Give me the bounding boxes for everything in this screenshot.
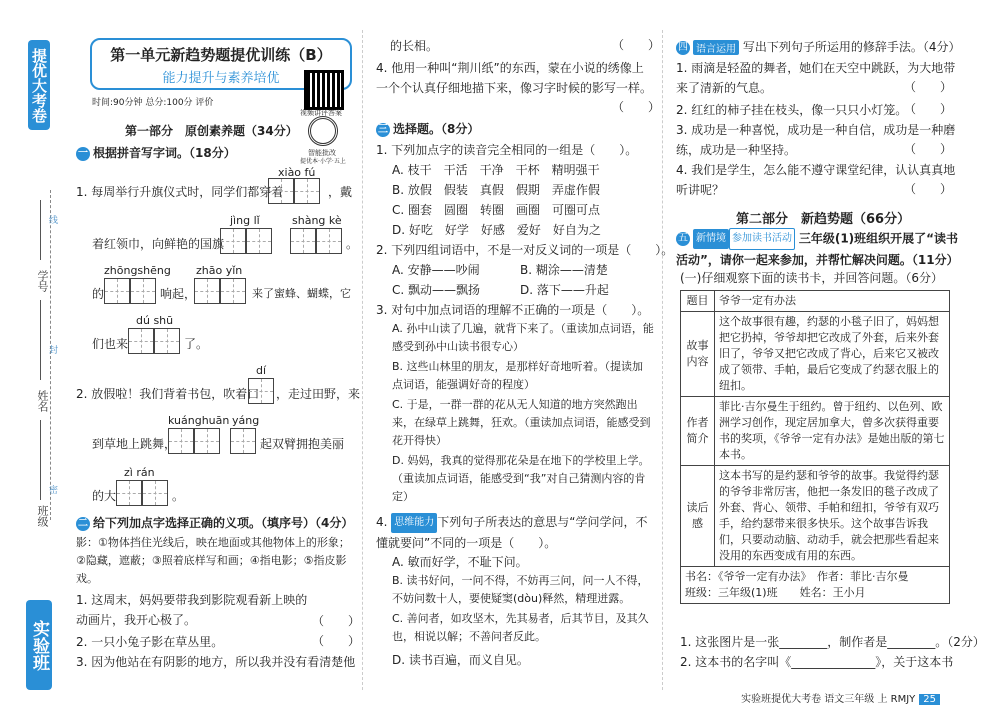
brand-logo-bottom: 实验班 [26, 600, 52, 690]
char-boxes[interactable] [230, 428, 256, 454]
char-boxes[interactable] [168, 428, 220, 454]
sub-question: (一)仔细观察下面的读书卡，并回答问题。（6分） [680, 271, 943, 285]
card-footer: 班级：三年级(1)班 [685, 586, 778, 599]
qr-code[interactable] [304, 70, 344, 110]
card-footer: 姓名：王小月 [799, 586, 866, 599]
seal-mark: 封 [47, 345, 57, 354]
option[interactable]: C. 飘动——飘扬 [392, 283, 481, 297]
qr-label: 视频讲评答案 [300, 109, 342, 117]
answer-paren[interactable]: （ ） [904, 80, 953, 94]
answer-paren[interactable]: （ ） [904, 102, 953, 116]
question-text: 3. 因为他站在有阴影的地方，所以我并没有看清楚他 [76, 655, 356, 669]
option[interactable]: B. 读书好问，一问不得，不妨再三问，问一人不得，不妨问数十人，要使疑窦(dòu)释然，精理迸露。 [392, 574, 649, 605]
pinyin: zhāo yǐn [196, 264, 243, 277]
question-text: 着红领巾，向鲜艳的国旗 [92, 237, 225, 251]
pinyin: zhōngshēng [104, 264, 171, 277]
tag-thinking: 思维能力 [391, 513, 437, 533]
option[interactable]: B. 糊涂——清楚 [520, 263, 608, 277]
card-cell: 菲比·吉尔曼生于纽约。曾于纽约、以色列、欧洲学习创作，现定居加拿大，曾多次获得重要书的奖项，《爷爷一定有办法》是她出版的第七本书。 [715, 397, 950, 466]
question-text: 3. 对句中加点词语的理解不正确的一项是（ ）。 [376, 303, 650, 317]
char-boxes[interactable] [104, 278, 156, 304]
seal-mark: 密 [47, 485, 57, 494]
question-text: ，戴 [328, 185, 353, 199]
pinyin: yáng [232, 414, 260, 427]
char-boxes[interactable] [220, 228, 272, 254]
question-text: 2. 放假啦！我们背着书包，吹着口 [76, 387, 260, 401]
question-text: 1. 这张图片是一张________，制作者是________。（2分） [680, 635, 985, 649]
question-text: 4. 他用一种叫“荆川纸”的东西，蒙在小说的绣像上一个个认真仔细地描下来，像习字时候的影写一样。 [376, 61, 653, 95]
pinyin: jìng lǐ [230, 214, 260, 227]
tag-reading-activity: 参加读书活动 [729, 228, 795, 250]
section-number: 五 [678, 233, 688, 244]
side-strip [0, 0, 70, 711]
section-number: 二 [78, 517, 88, 529]
exam-meta: 时间:90分钟 总分:100分 评价 [92, 98, 214, 108]
question-text: 2. 红红的柿子挂在枝头，像一只只小灯笼。 [676, 103, 908, 117]
label-class: 班级 [36, 505, 49, 527]
section-title: 给下列加点字选择正确的义项。（填序号）（4分） [93, 516, 354, 530]
seal-line [50, 190, 51, 520]
card-cell: 这本书写的是约瑟和爷爷的故事。我觉得约瑟的爷爷非常厉害，他把一条发旧的毯子改成了外套、背心、领带、手帕和纽扣，爷爷有双巧手，给约瑟带来很多快乐。这个故事告诉我们，只要动动脑、动动手，就会把那些看起来没用的东西变成有用的东西。 [715, 466, 950, 567]
question-text: 1. 每周举行升旗仪式时，同学们都穿着 [76, 185, 284, 199]
section-number: 三 [378, 123, 388, 135]
answer-paren[interactable]: （ ） [612, 38, 661, 52]
page-number: 25 [919, 694, 940, 705]
char-boxes[interactable] [268, 178, 320, 204]
option[interactable]: C. 于是，一群一群的花从无人知道的地方突然跑出来，在绿草上跳舞，狂欢。（重读加点词语，能感受到花开得快） [392, 398, 651, 447]
part1-title: 第一部分 原创素养题（34分） [125, 124, 298, 138]
char-boxes[interactable] [248, 378, 274, 404]
question-text: 起双臂拥抱美丽 [260, 437, 345, 451]
part2-title: 第二部分 新趋势题（66分） [736, 212, 911, 227]
seal-mark: 线 [47, 215, 57, 224]
qr2-label: 智能批改 [308, 149, 336, 157]
page-footer [741, 690, 940, 705]
answer-paren[interactable]: （ ） [312, 614, 361, 628]
card-footer: 书名：《爷爷一定有办法》 [685, 570, 806, 583]
question-text: 们也来 [92, 337, 129, 351]
card-cell: 爷爷一定有办法 [715, 291, 950, 312]
pinyin: kuánghuān [168, 414, 230, 427]
definition-text: 影：①物体挡住光线后，映在地面或其他物体上的形象；②隐藏，遮蔽；③照着底样写和画；④指电影；⑤指皮影戏。 [76, 536, 350, 585]
char-boxes[interactable] [194, 278, 246, 304]
page-subtitle: 能力提升与素养培优 [162, 71, 280, 86]
option[interactable]: B. 这些山林里的朋友，是那样好奇地听着。（提读加点词语，能强调好奇的程度） [392, 360, 644, 391]
card-header: 题目 [681, 291, 715, 312]
brand-logo-top: 提优大考卷 [28, 40, 50, 130]
question-text: ，走过田野，来 [276, 387, 361, 401]
tag-new-scenario: 新情境 [693, 229, 729, 249]
option[interactable]: A. 枝干 干活 干净 干杯 精明强干 [392, 163, 600, 177]
question-text: 来了蜜蜂、蝴蝶，它 [252, 287, 351, 300]
question-text: 1. 雨滴是轻盈的舞者，她们在天空中跳跃，为大地带来了清新的气息。 [676, 61, 956, 95]
option[interactable]: A. 安静——吵闹 [392, 263, 480, 277]
option[interactable]: C. 圈套 圆圈 转圈 画圈 可圈可点 [392, 203, 601, 217]
question-text: 3. 成功是一种喜悦，成功是一种自信，成功是一种磨练，成功是一种坚持。 [676, 123, 956, 157]
option[interactable]: D. 读书百遍，而义自见。 [392, 653, 529, 667]
pinyin: zì rán [124, 466, 155, 479]
card-footer: 作者：菲比·吉尔曼 [817, 570, 909, 583]
option[interactable]: B. 放假 假装 真假 假期 弄虚作假 [392, 183, 600, 197]
page-title: 第一单元新趋势题提优训练（B） [110, 46, 332, 64]
answer-paren[interactable]: （ ） [904, 142, 953, 156]
qr2-sub: 提优本·小学·五上 [300, 158, 346, 165]
char-boxes[interactable] [290, 228, 342, 254]
question-text: 的 [92, 287, 105, 301]
section-title: 根据拼音写字词。（18分） [93, 146, 236, 160]
label-student-no: 学号 [36, 270, 49, 292]
pinyin: dí [256, 364, 267, 377]
card-cell: 这个故事很有趣，约瑟的小毯子旧了，妈妈想把它扔掉，爷爷却把它改成了外套，后来外套旧了，爷爷又把它改成了背心，后来它又被改成了领带、手帕，最后它变成了约瑟衣服上的纽扣。 [715, 312, 950, 397]
question-text: 1. 这周末，妈妈要带我到影院观看新上映的动画片，我开心极了。 [76, 593, 308, 627]
question-text: 响起， [160, 287, 197, 301]
tag-language: 语言运用 [693, 40, 739, 55]
option[interactable]: D. 好吃 好学 好感 爱好 好自为之 [392, 223, 601, 237]
option[interactable]: C. 善问者，如攻坚木，先其易者，后其节目，及其久也，相说以解；不善问者反此。 [392, 612, 649, 643]
section-title: 写出下列句子所运用的修辞手法。（4分） [742, 40, 961, 54]
option[interactable]: A. 孙中山读了几遍，就背下来了。（重读加点词语，能感受到孙中山读书很专心） [392, 322, 654, 353]
answer-paren[interactable]: （ ） [904, 182, 953, 196]
question-text: 的长相。 [390, 39, 439, 53]
reading-card [680, 290, 950, 604]
card-header: 故事内容 [681, 312, 715, 397]
section-number: 一 [78, 147, 88, 159]
option[interactable]: D. 落下——升起 [520, 283, 609, 297]
pinyin: xiào fú [278, 166, 316, 179]
smart-grade-icon [308, 116, 338, 146]
question-text: 2. 下列四组词语中，不是一对反义词的一项是（ ）。 [376, 243, 674, 257]
pinyin: dú shū [136, 314, 174, 327]
question-text: 下列句子所表达的意思与“学问学问，不懂就要问”不同的一项是（ ）。 [376, 515, 648, 550]
footer-text: 实验班提优大考卷 语文三年级 上 RMJY [741, 694, 916, 705]
question-text: 2. 这本书的名字叫《______________》，关于这本书 [680, 655, 954, 669]
char-boxes[interactable] [116, 480, 168, 506]
question-text: 。 [172, 489, 185, 503]
label-name: 姓名 [36, 390, 49, 412]
question-text: 4. 我们是学生，怎么能不遵守课堂纪律，认认真真地听讲呢？ [676, 163, 956, 197]
card-header: 作者简介 [681, 397, 715, 466]
section-title: 选择题。（8分） [393, 122, 480, 136]
option[interactable]: D. 妈妈，我真的觉得那花朵是在地下的学校里上学。（重读加点词语，能感受到“我”对自己猜测内容的肯定） [392, 454, 650, 503]
question-text: 。 [346, 237, 359, 251]
section-number: 四 [678, 41, 688, 53]
question-text: 的大 [92, 489, 117, 503]
question-text: 1. 下列加点字的读音完全相同的一组是（ ）。 [376, 143, 638, 157]
question-text: 了。 [184, 337, 209, 351]
question-text: 2. 一只小兔子影在草丛里。 [76, 635, 224, 649]
question-text: 到草地上跳舞， [92, 437, 177, 451]
answer-paren[interactable]: （ ） [612, 100, 661, 114]
pinyin: shàng kè [292, 214, 342, 227]
char-boxes[interactable] [128, 328, 180, 354]
section-title: 三年级(1)班组织开展了“读书活动”，请你一起来参加，并帮忙解决问题。（11分） [676, 231, 959, 267]
card-header: 读后感 [681, 466, 715, 567]
answer-paren[interactable]: （ ） [312, 634, 361, 648]
option[interactable]: A. 敏而好学，不耻下问。 [392, 555, 528, 569]
